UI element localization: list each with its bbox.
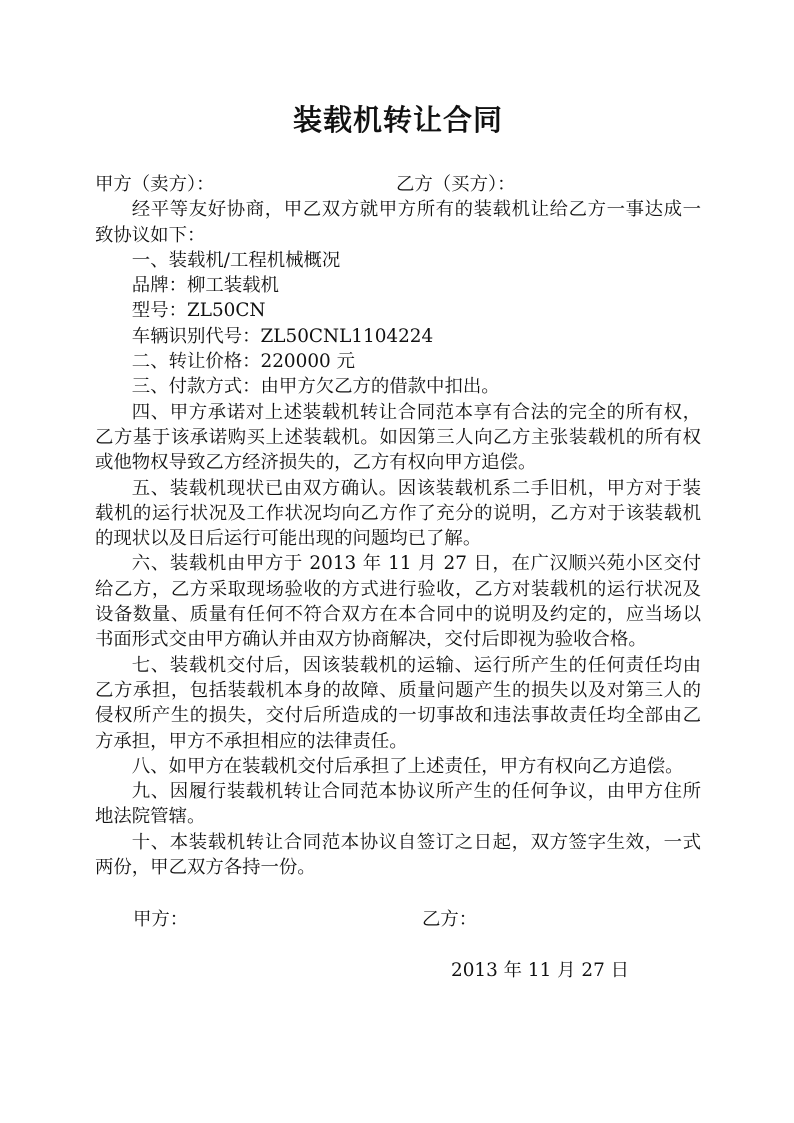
preamble: 经平等友好协商，甲乙双方就甲方所有的装载机让给乙方一事达成一致协议如下： [95,199,701,246]
section-9-jurisdiction: 九、因履行装载机转让合同范本协议所产生的任何争议，由甲方住所地法院管辖。 [95,781,701,828]
buyer-label: 乙方（买方）： [396,174,516,195]
model-line: 型号：ZL50CN [131,300,266,322]
signature-row [133,907,693,932]
document-title: 装载机转让合同 [292,103,503,137]
party-b-signature-label: 乙方： [422,909,478,930]
section-6-delivery: 六、装载机由甲方于 2013 年 11 月 27 日，在广汉顺兴苑小区交付给乙方，乙方采取现场验收的方式进行验收，乙方对装载机的运行状况及设备数量、质量有任何不符合双方在本合同中的说明及约定的，应当场以书面形式交由甲方确认并由双方协商解决，交付后即视为验收合格。 [95,553,701,651]
section-3-payment: 三、付款方式：由甲方欠乙方的借款中扣出。 [131,376,500,398]
brand-line: 品牌：柳工装载机 [131,275,279,297]
vin-line: 车辆识别代号：ZL50CNL1104224 [131,325,434,347]
section-8-recourse: 八、如甲方在装载机交付后承担了上述责任，甲方有权向乙方追偿。 [131,755,684,777]
section-4-ownership: 四、甲方承诺对上述装载机转让合同范本享有合法的完全的所有权，乙方基于该承诺购买上述装载机。如因第三人向乙方主张装载机的所有权或他物权导致乙方经济损失的，乙方有权向甲方追偿。 [95,401,701,474]
signing-date: 2013 年 11 月 27 日 [451,960,630,981]
section-1-heading: 一、装载机/工程机械概况 [131,249,341,271]
section-10-effectiveness: 十、本装载机转让合同范本协议自签订之日起，双方签字生效，一式两份，甲乙双方各持一份。 [95,831,701,879]
section-5-condition: 五、装载机现状已由双方确认。因该装载机系二手旧机，甲方对于装载机的运行状况及工作状况均向乙方作了充分的说明，乙方对于该装载机的现状以及日后运行可能出现的问题均已了解。 [95,477,701,550]
seller-label: 甲方（卖方）： [95,174,215,195]
party-a-signature-label: 甲方： [133,909,189,930]
section-2-price: 二、转让价格：220000 元 [131,351,355,373]
section-7-liability: 七、装载机交付后，因该装载机的运输、运行所产生的任何责任均由乙方承担，包括装载机本身的故障、质量问题产生的损失以及对第三人的侵权所产生的损失，交付后所造成的一切事故和违法事故责任均全部由乙方承担，甲方不承担相应的法律责任。 [95,654,701,752]
contract-body [95,172,701,880]
parties-row [95,172,701,197]
